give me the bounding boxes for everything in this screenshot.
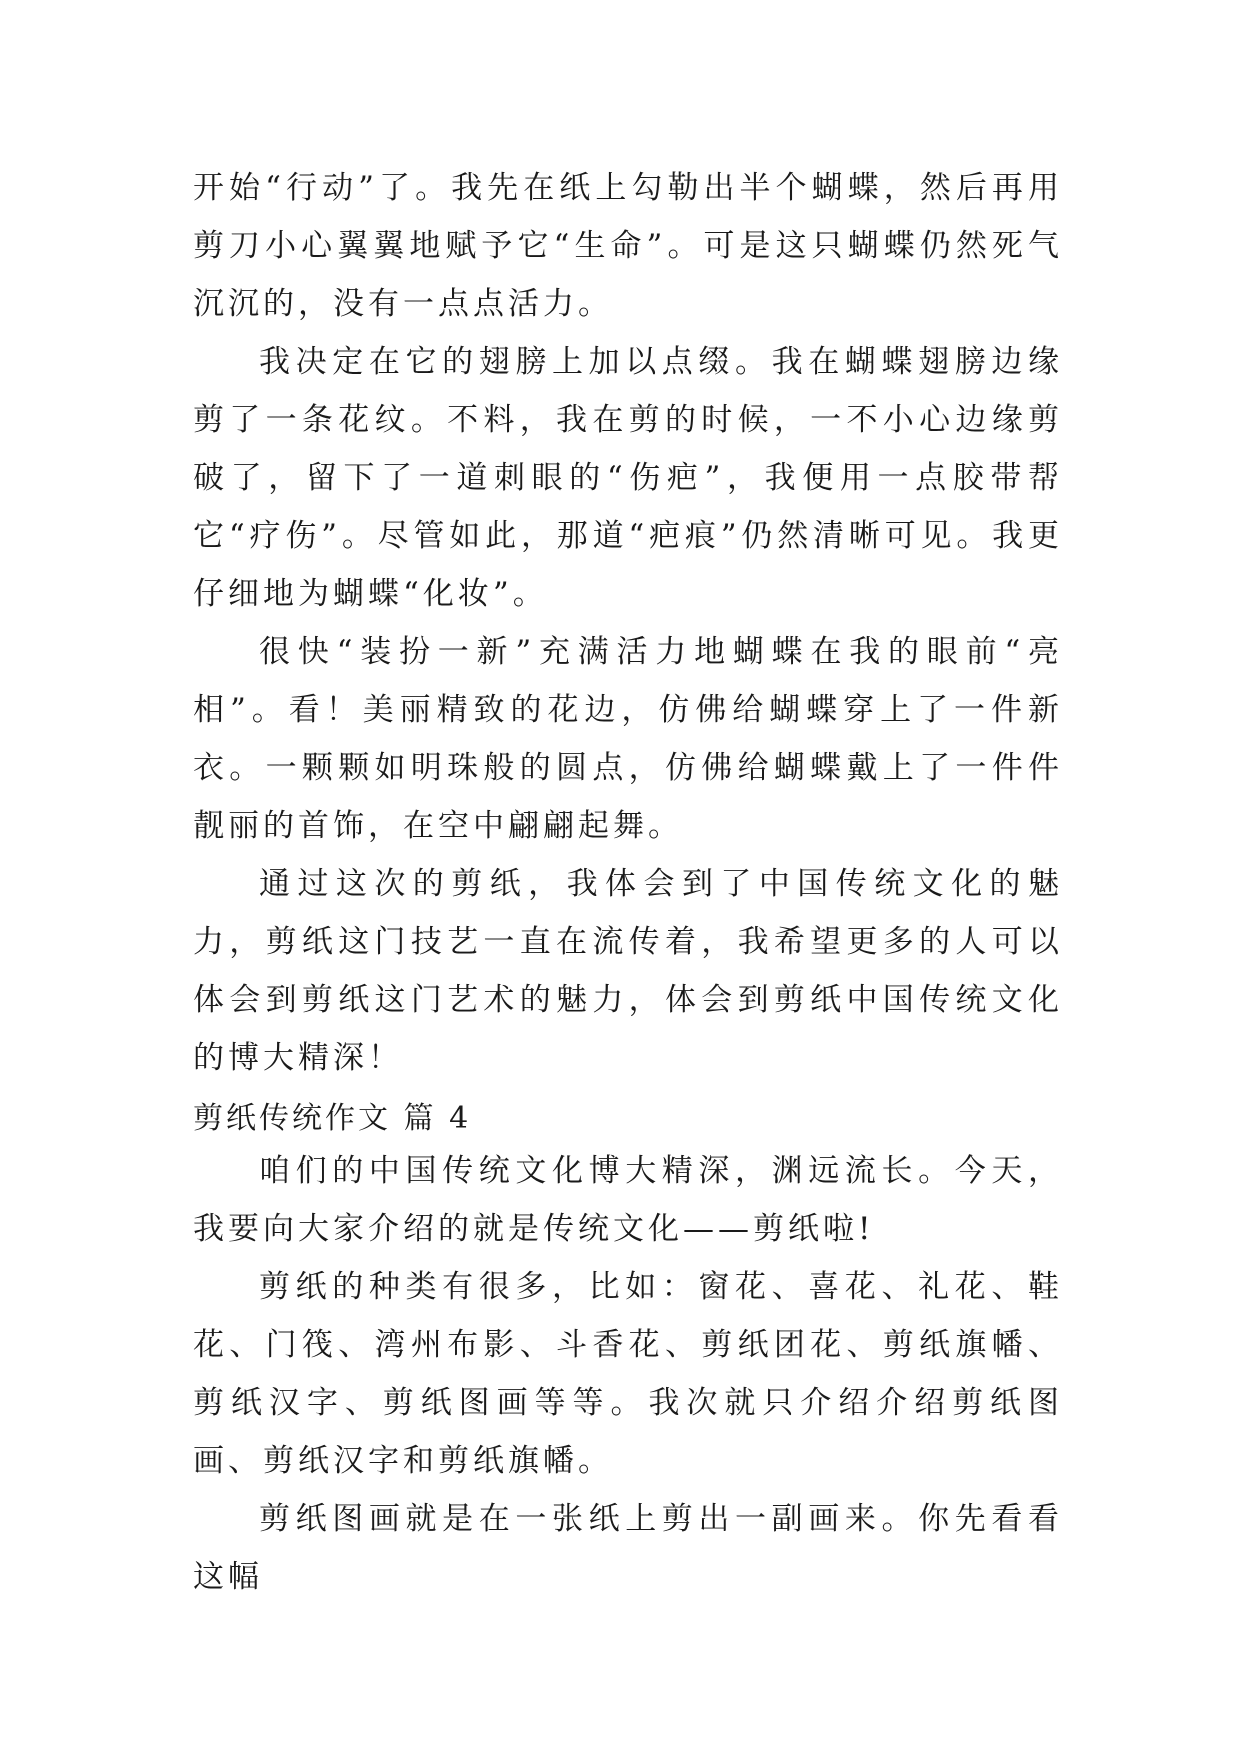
paragraph-intro: 咱们的中国传统文化博大精深，渊远流长。今天，我要向大家介绍的就是传统文化——剪纸啦! — [193, 1153, 1063, 1247]
essay-section-1 — [193, 159, 1063, 1087]
paragraph-picture: 剪纸图画就是在一张纸上剪出一副画来。你先看看这幅 — [193, 1501, 1063, 1595]
essay-heading: 剪纸传统作文 篇 4 — [193, 1101, 472, 1136]
paragraph-butterfly-reveal: 很快“装扮一新”充满活力地蝴蝶在我的眼前“亮相”。看！美丽精致的花边，仿佛给蝴蝶穿上了一件新衣。一颗颗如明珠般的圆点，仿佛给蝴蝶戴上了一件件靓丽的首饰，在空中翩翩起舞。 — [193, 634, 1063, 844]
paragraph-conclusion: 通过这次的剪纸，我体会到了中国传统文化的魅力，剪纸这门技艺一直在流传着，我希望更多的人可以体会到剪纸这门艺术的魅力，体会到剪纸中国传统文化的博大精深！ — [193, 866, 1063, 1076]
paragraph-continuation: 开始“行动”了。我先在纸上勾勒出半个蝴蝶，然后再用剪刀小心翼翼地赋予它“生命”。可是这只蝴蝶仍然死气沉沉的，没有一点点活力。 — [193, 170, 1063, 322]
paragraph-types: 剪纸的种类有很多，比如：窗花、喜花、礼花、鞋花、门筏、湾州布影、斗香花、剪纸团花、剪纸旗幡、剪纸汉字、剪纸图画等等。我次就只介绍介绍剪纸图画、剪纸汉字和剪纸旗幡。 — [193, 1269, 1063, 1479]
essay-section-2 — [193, 1142, 1063, 1606]
paragraph-decoration: 我决定在它的翅膀上加以点缀。我在蝴蝶翅膀边缘剪了一条花纹。不料，我在剪的时候，一不小心边缘剪破了，留下了一道刺眼的“伤疤”，我便用一点胶带帮它“疗伤”。尽管如此，那道“疤痕”仍然清晰可见。我更仔细地为蝴蝶“化妆”。 — [193, 344, 1063, 612]
